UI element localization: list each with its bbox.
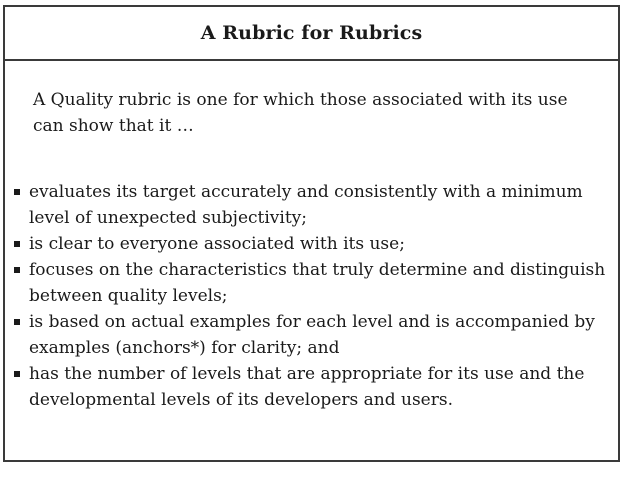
list-item-text: is based on actual examples for each level and is accompanied by examples (anchors*) for clarity; and [29, 312, 595, 358]
square-bullet-icon [14, 267, 20, 273]
criteria-list [13, 179, 613, 413]
list-item-text: evaluates its target accurately and consistently with a minimum level of unexpected subjectivity; [29, 182, 583, 228]
list-item [13, 231, 613, 257]
box-header [5, 7, 618, 61]
list-item [13, 179, 613, 231]
list-item [13, 257, 613, 309]
list-item-text: focuses on the characteristics that truly determine and distinguish between quality levels; [29, 260, 606, 306]
list-item [13, 309, 613, 361]
square-bullet-icon [14, 319, 20, 325]
square-bullet-icon [14, 241, 20, 247]
square-bullet-icon [14, 189, 20, 195]
list-item-text: is clear to everyone associated with its use; [29, 234, 405, 254]
list-item-text: has the number of levels that are appropriate for its use and the developmental levels of its developers and users. [29, 364, 585, 410]
page-title: A Rubric for Rubrics [200, 22, 423, 44]
square-bullet-icon [14, 371, 20, 377]
intro-text: A Quality rubric is one for which those associated with its use can show that it … [33, 90, 568, 136]
list-item [13, 361, 613, 413]
rubric-box [3, 5, 620, 462]
